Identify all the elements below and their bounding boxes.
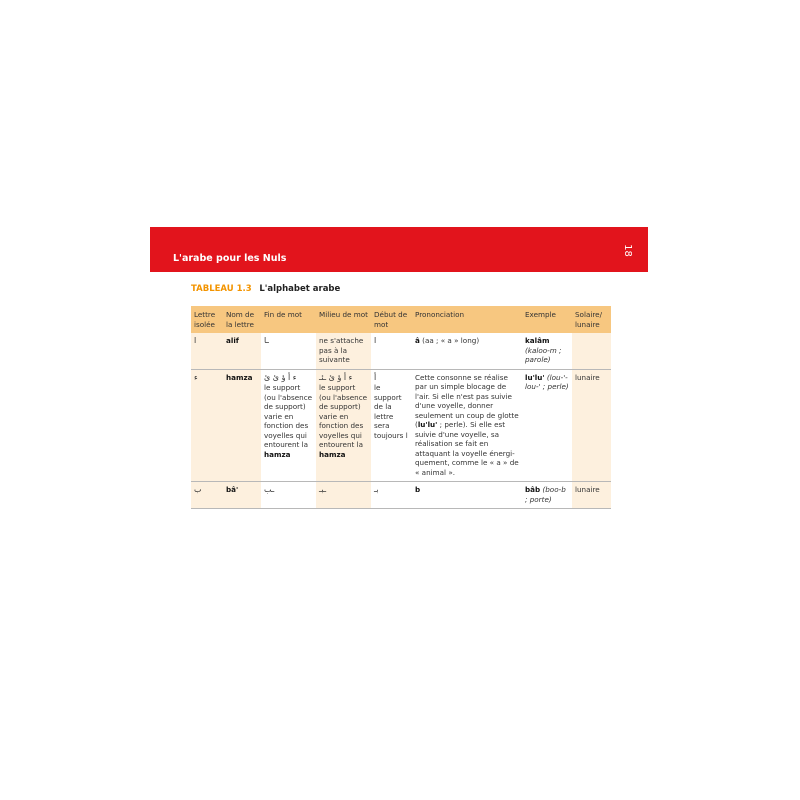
cell-isolee: ب (191, 482, 223, 509)
cell-debut: أ le support de la lettre sera toujours ا (371, 369, 412, 482)
cell-milieu: ne s'attache pas à la suivante (316, 333, 371, 369)
cell-solaire: lunaire (572, 482, 611, 509)
cell-isolee: ا (191, 333, 223, 369)
cell-debut: بـ (371, 482, 412, 509)
header-fin-mot: Fin de mot (261, 306, 316, 333)
header-solaire-lunaire: Solaire/ lunaire (572, 306, 611, 333)
cell-fin: ء أ ؤ ئ ئ le support (ou l'absence de support) varie en fonction des voyelles qui entourent la hamza (261, 369, 316, 482)
header-exemple: Exemple (522, 306, 572, 333)
alphabet-table (191, 306, 611, 509)
header-lettre-isolee: Lettre isolée (191, 306, 223, 333)
cell-exemple: kalâm (kaloo-m ; parole) (522, 333, 572, 369)
header-banner (150, 227, 648, 272)
cell-milieu: ء أ ؤ ئ ـئـ le support (ou l'absence de support) varie en fonction des voyelles qui entourent la hamza (316, 369, 371, 482)
header-nom-lettre: Nom de la lettre (223, 306, 261, 333)
header-debut-mot: Début de mot (371, 306, 412, 333)
cell-prononciation: b (412, 482, 522, 509)
table-number: TABLEAU 1.3 (191, 284, 252, 294)
cell-nom: alif (223, 333, 261, 369)
table-row (191, 369, 611, 482)
book-title: L'arabe pour les Nuls (173, 253, 287, 264)
table-row (191, 333, 611, 369)
cell-milieu: ـبـ (316, 482, 371, 509)
table-row (191, 482, 611, 509)
table-header-row (191, 306, 611, 333)
cell-exemple: bâb (boo-b ; porte) (522, 482, 572, 509)
cell-fin: ـب (261, 482, 316, 509)
cell-solaire (572, 333, 611, 369)
cell-solaire: lunaire (572, 369, 611, 482)
cell-debut: ا (371, 333, 412, 369)
cell-exemple: lu'lu' (lou-'-lou-' ; perle) (522, 369, 572, 482)
cell-fin: ـا (261, 333, 316, 369)
header-milieu-mot: Milieu de mot (316, 306, 371, 333)
table-caption (191, 284, 340, 294)
cell-prononciation: â (aa ; « a » long) (412, 333, 522, 369)
cell-nom: hamza (223, 369, 261, 482)
cell-nom: bâ' (223, 482, 261, 509)
header-prononciation: Prononciation (412, 306, 522, 333)
cell-prononciation: Cette consonne se réalise par un simple blocage de l'air. Si elle n'est pas suivie d'une voyelle, donner seulement un coup de glotte (lu'lu' ; perle). Si elle est suivie d'une voyelle, sa réalisation se fait en attaquant la voyelle énergi-quement, comme le « a » de « animal ». (412, 369, 522, 482)
cell-isolee: ء (191, 369, 223, 482)
table-title: L'alphabet arabe (259, 284, 341, 294)
page-number: 18 (622, 244, 634, 257)
